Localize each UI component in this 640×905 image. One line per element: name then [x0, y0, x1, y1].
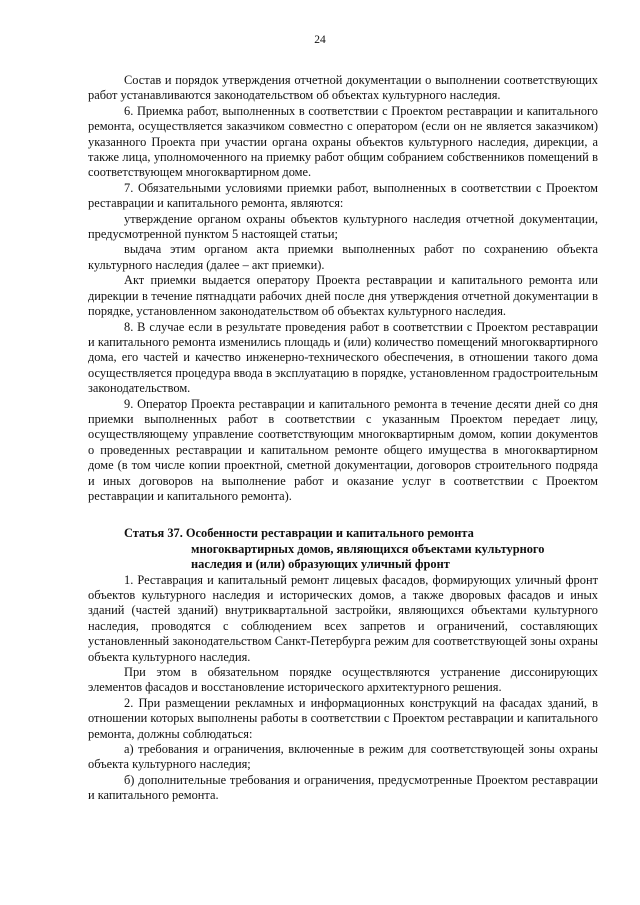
article-paragraph: б) дополнительные требования и ограничения, предусмотренные Проектом реставрации и капитального ремонта.: [88, 772, 598, 803]
article-heading-line: многоквартирных домов, являющихся объектами культурного: [191, 541, 545, 556]
article-paragraph: а) требования и ограничения, включенные в режим для соответствующей зоны охраны объекта культурного наследия;: [88, 742, 598, 772]
paragraph: 9. Оператор Проекта реставрации и капитального ремонта в течение десяти дней со дня приемки выполненных работ в соответствии с указанным Проектом передает лицу, осуществляющему управление соответствующим многоквартирным домом, копии документов о проведенных реставрации и капитальном ремонте общего имущества в многоквартирном доме (в том числе копии проектной, сметной документации, договоров строительного подряда и иных договоров на выполнение работ и оказание услуг в соответствии с Проектом реставрации и капитального ремонта).: [88, 396, 598, 503]
document-body: [88, 73, 598, 804]
article-paragraph: 1. Реставрация и капитальный ремонт лицевых фасадов, формирующих уличный фронт объектов культурного наследия и исторических домов, а также дворовых фасадов и иных зданий (частей зданий) внутриквартальной застройки, являющихся объектами культурного наследия, проводятся с соблюдением всех запретов и ограничений, составляющих установленный законодательством Санкт-Петербурга режим для соответствующей зоны охраны объекта культурного наследия.: [88, 572, 598, 664]
paragraph: Состав и порядок утверждения отчетной документации о выполнении соответствующих работ устанавливаются законодательством об объектах культурного наследия.: [88, 73, 598, 103]
paragraph: Акт приемки выдается оператору Проекта реставрации и капитального ремонта или дирекции в течение пятнадцати рабочих дней после дня утверждения отчетной документации в порядке, установленном законодательством об объектах культурного наследия.: [88, 273, 598, 319]
page-number: 24: [314, 34, 326, 46]
paragraph: 8. В случае если в результате проведения работ в соответствии с Проектом реставрации и капитального ремонта изменились площадь и (или) количество помещений многоквартирного дома, его частей и качество инженерно-технического обеспечения, в отношении такого дома осуществляется процедура ввода в эксплуатацию в порядке, установленном градостроительным законодательством.: [88, 319, 598, 396]
article-paragraph: 2. При размещении рекламных и информационных конструкций на фасадах зданий, в отношении которых выполнены работы в соответствии с Проектом реставрации и капитального ремонта, должны соблюдаться:: [88, 695, 598, 741]
article-heading: [88, 526, 598, 572]
article-paragraph: При этом в обязательном порядке осуществляются устранение диссонирующих элементов фасадов и восстановление исторического архитектурного решения.: [88, 665, 598, 695]
paragraph: выдача этим органом акта приемки выполненных работ по сохранению объекта культурного наследия (далее – акт приемки).: [88, 242, 598, 272]
paragraph: 7. Обязательными условиями приемки работ, выполненных в соответствии с Проектом реставрации и капитального ремонта, являются:: [88, 180, 598, 211]
article-heading-line: наследия и (или) образующих уличный фронт: [191, 557, 450, 572]
article-heading-line: Статья 37. Особенности реставрации и капитального ремонта: [124, 526, 474, 541]
paragraph: 6. Приемка работ, выполненных в соответствии с Проектом реставрации и капитального ремонта, осуществляется заказчиком совместно с оператором (если он не является заказчиком) указанного Проекта при участии органа охраны объектов культурного наследия, дирекции, а также лица, уполномоченного на приемку работ общим собранием собственников помещений в соответствующем многоквартирном доме.: [88, 103, 598, 180]
paragraph: утверждение органом охраны объектов культурного наследия отчетной документации, предусмотренной пунктом 5 настоящей статьи;: [88, 211, 598, 242]
